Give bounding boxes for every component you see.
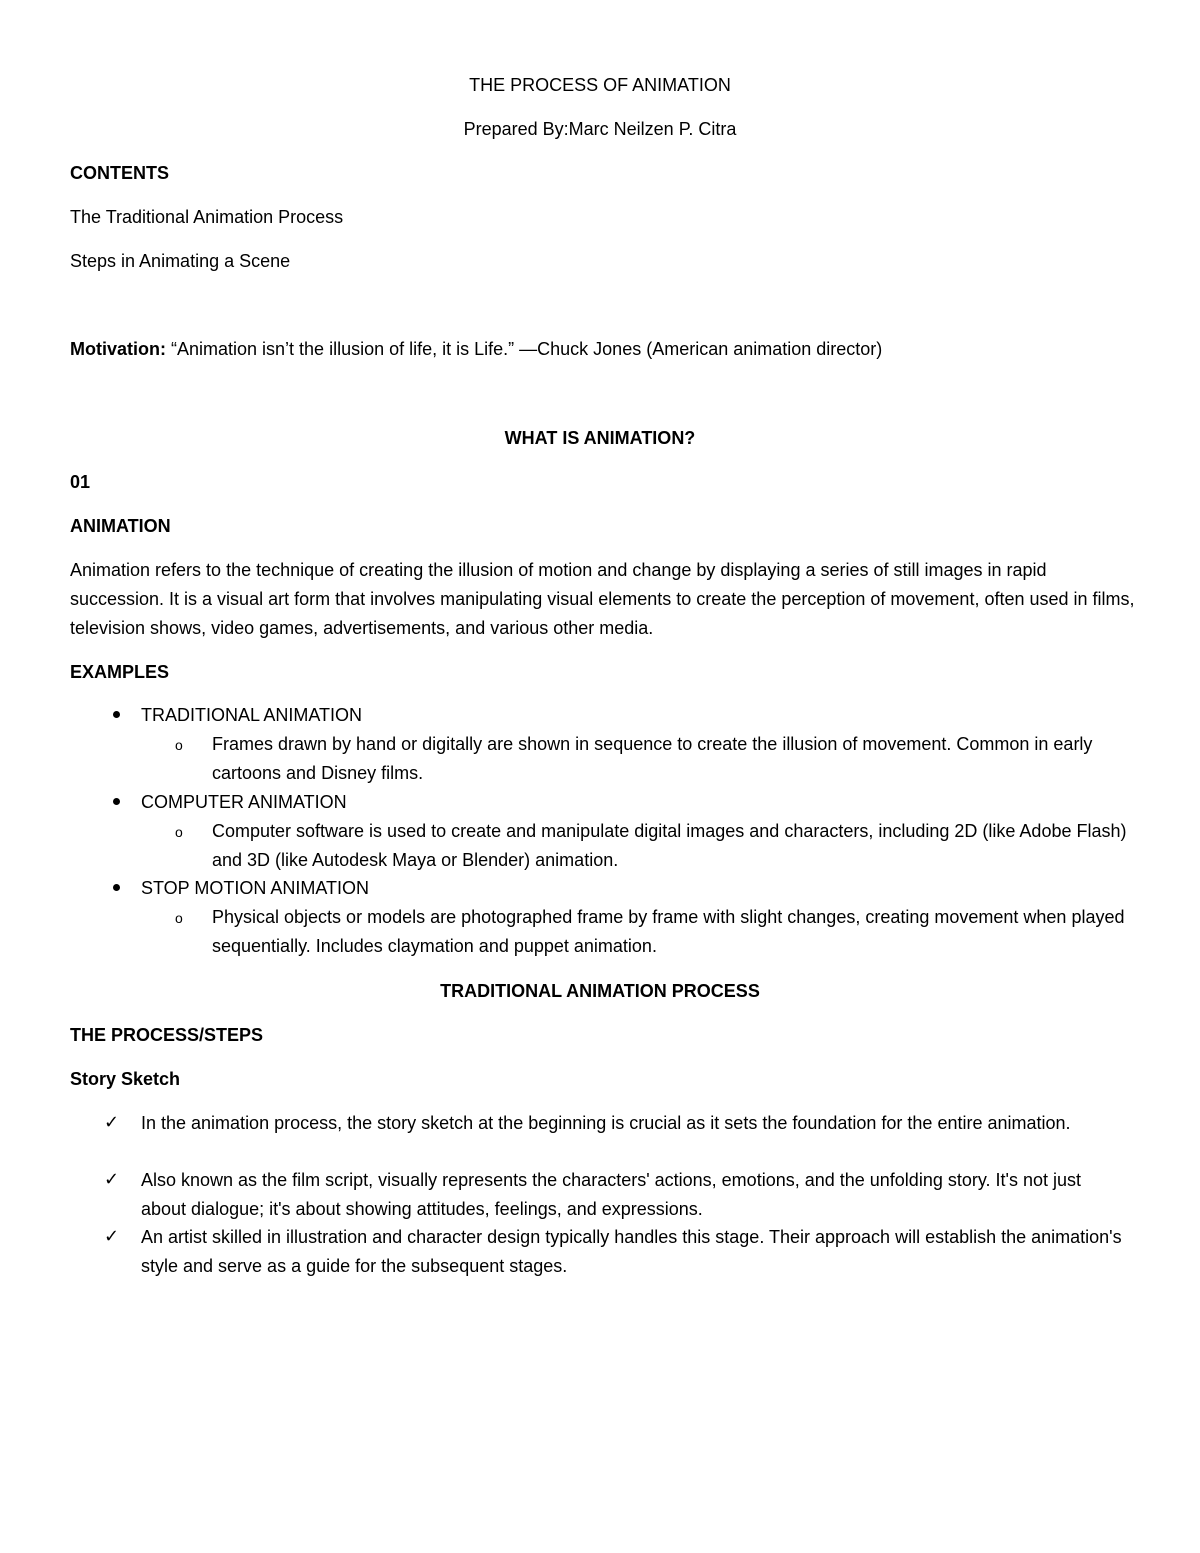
section-subheading: THE PROCESS/STEPS [70,1025,264,1045]
bullet-dot [113,798,120,805]
check-icon: ✓ [104,1169,120,1189]
step-heading: Story Sketch [70,1069,181,1089]
sub-bullet-marker: o [175,824,183,840]
story-sketch-point: In the animation process, the story sketch at the beginning is crucial as it sets the foundation for the entire animation. [141,1113,1071,1133]
section-heading: TRADITIONAL ANIMATION PROCESS [440,981,760,1001]
document-title: THE PROCESS OF ANIMATION [469,75,731,95]
example-detail: Computer software is used to create and manipulate digital images and characters, including 2D (like Adobe Flash) and 3D (like Autodesk Maya or Blender) animation. [212,821,1127,870]
example-label: STOP MOTION ANIMATION [141,878,370,898]
story-sketch-point: Also known as the film script, visually represents the characters' actions, emotions, and the unfolding story. It's not just about dialogue; it's about showing attitudes, feelings, and expressions. [141,1170,1081,1219]
story-sketch-point: An artist skilled in illustration and character design typically handles this stage. Their approach will establish the animation's style and serve as a guide for the subsequent stages. [141,1227,1122,1276]
sub-bullet-marker: o [175,910,183,926]
example-detail: Physical objects or models are photographed frame by frame with slight changes, creating movement when played sequentially. Includes claymation and puppet animation. [212,907,1125,956]
section-subheading: ANIMATION [70,516,171,536]
motivation-quote: “Animation isn’t the illusion of life, it is Life.” —Chuck Jones (American animation director) [166,339,883,359]
contents-item: The Traditional Animation Process [70,207,344,227]
check-icon: ✓ [104,1112,120,1132]
sub-bullet-marker: o [175,737,183,753]
example-label: COMPUTER ANIMATION [141,792,347,812]
contents-item: Steps in Animating a Scene [70,251,291,271]
examples-heading: EXAMPLES [70,662,170,682]
bullet-dot [113,711,120,718]
contents-heading: CONTENTS [70,163,169,183]
bullet-dot [113,884,120,891]
motivation-label: Motivation: [70,339,166,359]
example-label: TRADITIONAL ANIMATION [141,705,363,725]
motivation-line [70,335,882,364]
section-number: 01 [70,472,91,492]
animation-definition: Animation refers to the technique of creating the illusion of motion and change by displaying a series of still images in rapid succession. It is a visual art form that involves manipulating visual elements to create the perception of movement, often used in films, television shows, video games, advertisements, and various other media. [70,560,1135,638]
section-heading: WHAT IS ANIMATION? [504,428,696,448]
author-line: Prepared By:Marc Neilzen P. Citra [463,119,737,139]
check-icon: ✓ [104,1226,120,1246]
example-detail: Frames drawn by hand or digitally are shown in sequence to create the illusion of movement. Common in early cartoons and Disney films. [212,734,1093,783]
